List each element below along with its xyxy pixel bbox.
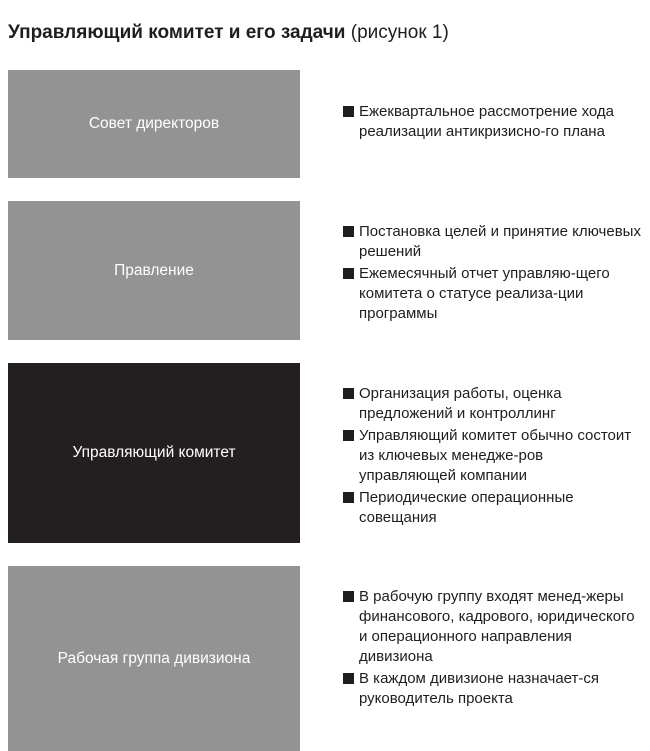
level-bullets-board-of-directors [343,102,643,144]
diagram-title [8,22,449,44]
bullet-square-icon [343,492,354,503]
bullet-text: Ежемесячный отчет управляю-щего комитета о статусе реализа-ции программы [359,265,610,322]
bullet-text: Постановка целей и принятие ключевых решений [359,223,641,260]
bullet-item [343,384,643,424]
bullet-square-icon [343,388,354,399]
bullet-item [343,488,643,528]
level-bullets-steering-committee [343,384,643,530]
bullet-item [343,264,643,324]
bullet-text: Организация работы, оценка предложений и контроллинг [359,385,562,422]
bullet-text: В рабочую группу входят менед-жеры финансового, кадрового, юридического и операционного направления дивизиона [359,588,635,665]
bullet-text: Ежеквартальное рассмотрение хода реализации антикризисно-го плана [359,103,615,140]
level-bullets-management-board [343,222,643,326]
bullet-item [343,426,643,486]
level-box-board-of-directors: Совет директоров [8,70,300,178]
bullet-square-icon [343,591,354,602]
bullet-square-icon [343,673,354,684]
bullet-square-icon [343,226,354,237]
bullet-item [343,587,643,667]
bullet-item [343,669,643,709]
level-box-management-board: Правление [8,201,300,340]
level-box-steering-committee: Управляющий комитет [8,363,300,543]
bullet-square-icon [343,268,354,279]
bullet-item [343,222,643,262]
level-box-division-working-group: Рабочая группа дивизиона [8,566,300,751]
bullet-item [343,102,643,142]
bullet-text: Управляющий комитет обычно состоит из ключевых менедже-ров управляющей компании [359,427,632,484]
level-bullets-division-working-group [343,587,643,711]
title-figure-ref: (рисунок 1) [345,22,449,43]
bullet-square-icon [343,430,354,441]
title-main: Управляющий комитет и его задачи [8,22,346,43]
bullet-square-icon [343,106,354,117]
bullet-text: Периодические операционные совещания [359,489,574,526]
bullet-text: В каждом дивизионе назначает-ся руководитель проекта [359,670,600,707]
